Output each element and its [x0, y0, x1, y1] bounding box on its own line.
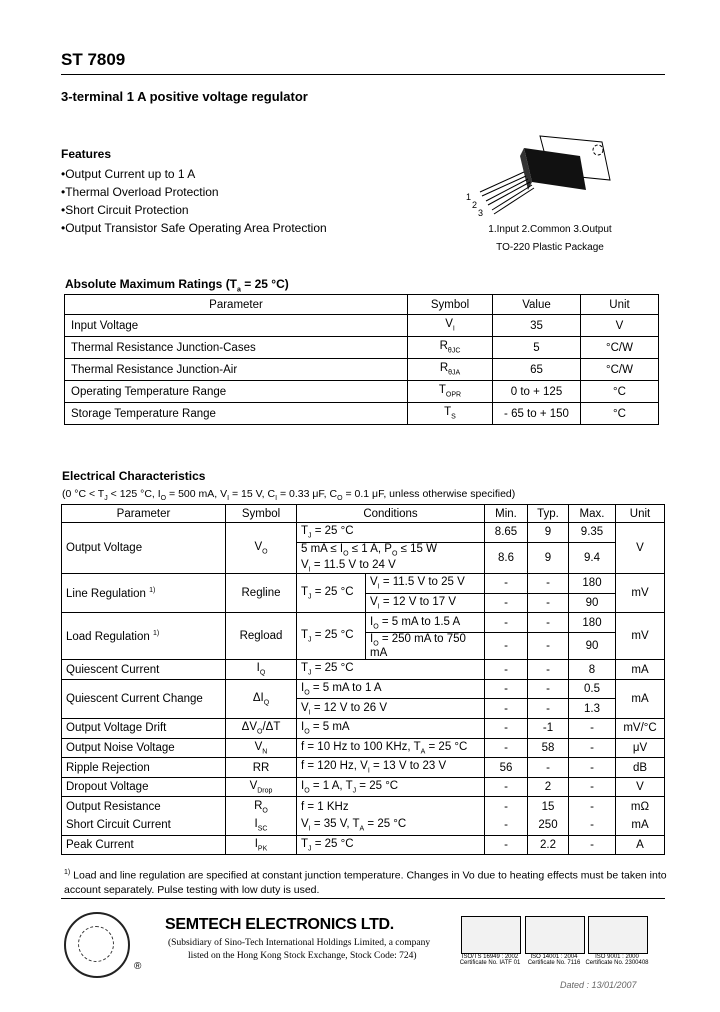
footer-rule	[61, 898, 665, 899]
table-row	[65, 381, 659, 403]
cond-cell: $V_I = 12$ V to 26 V	[297, 699, 485, 719]
symbol-cell: $V_N$	[226, 738, 297, 758]
min-cell: -	[485, 777, 528, 797]
param-cell: Output Resistance	[62, 797, 226, 816]
header-rule	[61, 74, 665, 75]
features-heading: Features	[61, 147, 112, 161]
unit-cell: V	[616, 777, 665, 797]
dated: Dated : 13/01/2007	[560, 980, 637, 990]
max-cell: 1.3	[569, 699, 616, 719]
value-cell: - 65 to + 150	[493, 403, 581, 425]
cert-text: ISO 9001 : 2000 Certificate No. 2300408	[585, 954, 649, 966]
unit-cell: °C/W	[581, 337, 659, 359]
param-cell: Output Voltage Drift	[62, 719, 226, 739]
cond-cell: $I_O = 5$ mA to 1 A	[297, 679, 485, 699]
symbol-cell: $V_O$	[226, 523, 297, 574]
col-header: Typ.	[528, 505, 569, 523]
cond-cell: $I_O = 5$ mA to 1.5 A	[366, 613, 485, 633]
col-header: Parameter	[62, 505, 226, 523]
cert-text: ISO/TS 16949 : 2002 Certificate No. IATF 01	[459, 954, 521, 966]
table-row	[62, 719, 665, 739]
param-cell: Input Voltage	[65, 315, 408, 337]
typ-cell: -	[528, 632, 569, 659]
cond-cell: $V_I = 35$ V, $T_A = 25$ °C	[297, 816, 485, 835]
table-row	[65, 403, 659, 425]
param-cell: Operating Temperature Range	[65, 381, 408, 403]
table-row	[62, 797, 665, 816]
col-header: Symbol	[226, 505, 297, 523]
table-row	[62, 574, 665, 594]
pins-caption: 1.Input 2.Common 3.Output	[488, 224, 612, 235]
table-row	[62, 613, 665, 633]
cert-badge-icon	[525, 916, 585, 954]
max-cell: 8	[569, 660, 616, 680]
param-cell: Output Noise Voltage	[62, 738, 226, 758]
value-cell: 5	[493, 337, 581, 359]
min-cell: -	[485, 660, 528, 680]
col-header: Unit	[616, 505, 665, 523]
cond-cell: $T_J = 25$ °C	[297, 660, 485, 680]
min-cell: -	[485, 719, 528, 739]
unit-cell: mV	[616, 613, 665, 660]
typ-cell: 2.2	[528, 835, 569, 855]
unit-cell: °C	[581, 403, 659, 425]
typ-cell: 2	[528, 777, 569, 797]
cond-cell: $T_J = 25$ °C	[297, 835, 485, 855]
unit-cell: V	[616, 523, 665, 574]
cond-cell: $I_O = 250$ mA to 750 mA	[366, 632, 485, 659]
to220-package-icon	[462, 128, 642, 220]
value-cell: 0 to + 125	[493, 381, 581, 403]
max-cell: -	[569, 738, 616, 758]
min-cell: -	[485, 613, 528, 633]
min-cell: -	[485, 632, 528, 659]
table-row	[62, 758, 665, 778]
min-cell: 8.65	[485, 523, 528, 543]
max-cell: 0.5	[569, 679, 616, 699]
max-cell: -	[569, 835, 616, 855]
param-cell: Thermal Resistance Junction-Air	[65, 359, 408, 381]
param-cell: Peak Current	[62, 835, 226, 855]
col-header: Symbol	[408, 295, 493, 315]
symbol-cell: $I_{SC}$	[226, 816, 297, 835]
pin-label: 1	[466, 192, 472, 202]
unit-cell: V	[581, 315, 659, 337]
package-type: TO-220 Plastic Package	[496, 242, 604, 253]
min-cell: -	[485, 574, 528, 594]
cond-cell: f = 1 KHz	[297, 797, 485, 816]
footnote: $^{1)}$ Load and line regulation are specified at constant junction temperature. Changes in Vo due to heating effects must be taken into account separately. Pulse testing with low duty is used.	[64, 869, 667, 896]
pin-label: 3	[478, 208, 484, 218]
cond-cell: $T_J = 25$ °C	[297, 523, 485, 543]
max-cell: 180	[569, 613, 616, 633]
unit-cell: mV	[616, 574, 665, 613]
unit-cell: mA	[616, 660, 665, 680]
symbol-cell: RR	[226, 758, 297, 778]
company-name: SEMTECH ELECTRONICS LTD.	[165, 916, 394, 933]
cond-cell: 5 mA ≤ $I_O \le 1$ A, $P_O \le 15$ W $V_I = 11.5$ V to 24 V	[297, 542, 485, 574]
cert-badge-icon	[588, 916, 648, 954]
min-cell: -	[485, 797, 528, 816]
typ-cell: 9	[528, 523, 569, 543]
param-cell: Thermal Resistance Junction-Cases	[65, 337, 408, 359]
param-cell: Short Circuit Current	[62, 816, 226, 835]
symbol-cell: $V_{Drop}$	[226, 777, 297, 797]
min-cell: -	[485, 593, 528, 613]
max-cell: 90	[569, 632, 616, 659]
symbol-cell: Regline	[226, 574, 297, 613]
feature-item: • Short Circuit Protection	[61, 201, 327, 219]
cond-cell: $T_J = 25$ °C	[297, 613, 366, 660]
typ-cell: -1	[528, 719, 569, 739]
pin-label: 2	[472, 200, 478, 210]
typ-cell: 58	[528, 738, 569, 758]
typ-cell: 9	[528, 542, 569, 574]
subtitle: 3-terminal 1 A positive voltage regulator	[61, 89, 308, 104]
col-header: Min.	[485, 505, 528, 523]
unit-cell: mΩ	[616, 797, 665, 816]
param-cell: Output Voltage	[62, 523, 226, 574]
symbol-cell: $R_O$	[226, 797, 297, 816]
unit-cell: μV	[616, 738, 665, 758]
cert-text: ISO 14001 : 2004 Certificate No. 7116	[527, 954, 581, 966]
table-row	[62, 679, 665, 699]
typ-cell: -	[528, 574, 569, 594]
typ-cell: -	[528, 613, 569, 633]
unit-cell: mA	[616, 816, 665, 835]
min-cell: -	[485, 835, 528, 855]
value-cell: 35	[493, 315, 581, 337]
package-caption	[470, 221, 630, 257]
feature-item: • Thermal Overload Protection	[61, 183, 327, 201]
col-header: Max.	[569, 505, 616, 523]
unit-cell: °C	[581, 381, 659, 403]
unit-cell: mA	[616, 679, 665, 718]
table-row	[65, 337, 659, 359]
part-number: ST 7809	[61, 50, 126, 69]
col-header: Unit	[581, 295, 659, 315]
symbol-cell: $R_{\theta JC}$	[408, 337, 493, 359]
table-row	[62, 523, 665, 543]
symbol-cell: $I_{PK}$	[226, 835, 297, 855]
symbol-cell: $\Delta I_Q$	[226, 679, 297, 718]
min-cell: 56	[485, 758, 528, 778]
param-cell: Dropout Voltage	[62, 777, 226, 797]
cond-cell: $I_O = 1$ A, $T_J = 25$ °C	[297, 777, 485, 797]
table-row	[62, 777, 665, 797]
max-cell: -	[569, 719, 616, 739]
abs-max-table	[64, 294, 659, 425]
cert-badge-icon	[461, 916, 521, 954]
param-cell: Storage Temperature Range	[65, 403, 408, 425]
cond-cell: f = 120 Hz, $V_I = 13$ V to 23 V	[297, 758, 485, 778]
table-row	[62, 660, 665, 680]
typ-cell: -	[528, 699, 569, 719]
unit-cell: mV/°C	[616, 719, 665, 739]
max-cell: 9.4	[569, 542, 616, 574]
symbol-cell: Regload	[226, 613, 297, 660]
symbol-cell: $R_{\theta JA}$	[408, 359, 493, 381]
param-cell: Load Regulation $^{1)}$	[62, 613, 226, 660]
company-subsidiary: (Subsidiary of Sino-Tech International Holdings Limited, a company listed on the Hong Kong Stock Exchange, Stock Code: 724)	[168, 938, 431, 961]
min-cell: -	[485, 738, 528, 758]
unit-cell: dB	[616, 758, 665, 778]
feature-item: • Output Transistor Safe Operating Area Protection	[61, 219, 327, 237]
table-row	[65, 315, 659, 337]
param-cell: Quiescent Current Change	[62, 679, 226, 718]
max-cell: -	[569, 777, 616, 797]
cond-cell: $V_I = 12$ V to 17 V	[366, 593, 485, 613]
cond-cell: $T_J = 25$ °C	[297, 574, 366, 613]
ec-conditions: (0 $^\circ C < T_J < 125$ °C, $I_O = 500$ mA, $V_I = 15$ V, $C_I = 0.33$ μF, $C_O = 0.1$ μF, unless otherwise specified)	[62, 488, 516, 503]
symbol-cell: $V_I$	[408, 315, 493, 337]
symbol-cell: $I_Q$	[226, 660, 297, 680]
max-cell: 180	[569, 574, 616, 594]
typ-cell: -	[528, 593, 569, 613]
typ-cell: 250	[528, 816, 569, 835]
max-cell: 90	[569, 593, 616, 613]
max-cell: -	[569, 816, 616, 835]
min-cell: -	[485, 816, 528, 835]
abs-max-heading: Absolute Maximum Ratings ($T_a = 25$ °C)	[65, 277, 289, 294]
typ-cell: -	[528, 758, 569, 778]
col-header: Parameter	[65, 295, 408, 315]
cond-cell: $I_O = 5$ mA	[297, 719, 485, 739]
col-header: Value	[493, 295, 581, 315]
col-header: Conditions	[297, 505, 485, 523]
min-cell: 8.6	[485, 542, 528, 574]
max-cell: 9.35	[569, 523, 616, 543]
logo-inner-icon	[78, 926, 114, 962]
unit-cell: °C/W	[581, 359, 659, 381]
cond-cell: $V_I = 11.5$ V to 25 V	[366, 574, 485, 594]
max-cell: -	[569, 758, 616, 778]
table-row	[62, 816, 665, 835]
table-row	[65, 359, 659, 381]
symbol-cell: $T_{OPR}$	[408, 381, 493, 403]
typ-cell: -	[528, 679, 569, 699]
ec-heading: Electrical Characteristics	[62, 469, 206, 483]
registered-mark: ®	[134, 961, 142, 972]
typ-cell: 15	[528, 797, 569, 816]
param-cell: Ripple Rejection	[62, 758, 226, 778]
feature-item: • Output Current up to 1 A	[61, 165, 327, 183]
cond-cell: f = 10 Hz to 100 KHz, $T_A = 25$ °C	[297, 738, 485, 758]
param-cell: Line Regulation $^{1)}$	[62, 574, 226, 613]
value-cell: 65	[493, 359, 581, 381]
symbol-cell: $\Delta V_O/\Delta T$	[226, 719, 297, 739]
ec-table	[61, 504, 665, 855]
max-cell: -	[569, 797, 616, 816]
unit-cell: A	[616, 835, 665, 855]
features-list	[61, 165, 327, 237]
min-cell: -	[485, 679, 528, 699]
table-row	[62, 738, 665, 758]
typ-cell: -	[528, 660, 569, 680]
table-row	[62, 835, 665, 855]
min-cell: -	[485, 699, 528, 719]
param-cell: Quiescent Current	[62, 660, 226, 680]
symbol-cell: $T_S$	[408, 403, 493, 425]
